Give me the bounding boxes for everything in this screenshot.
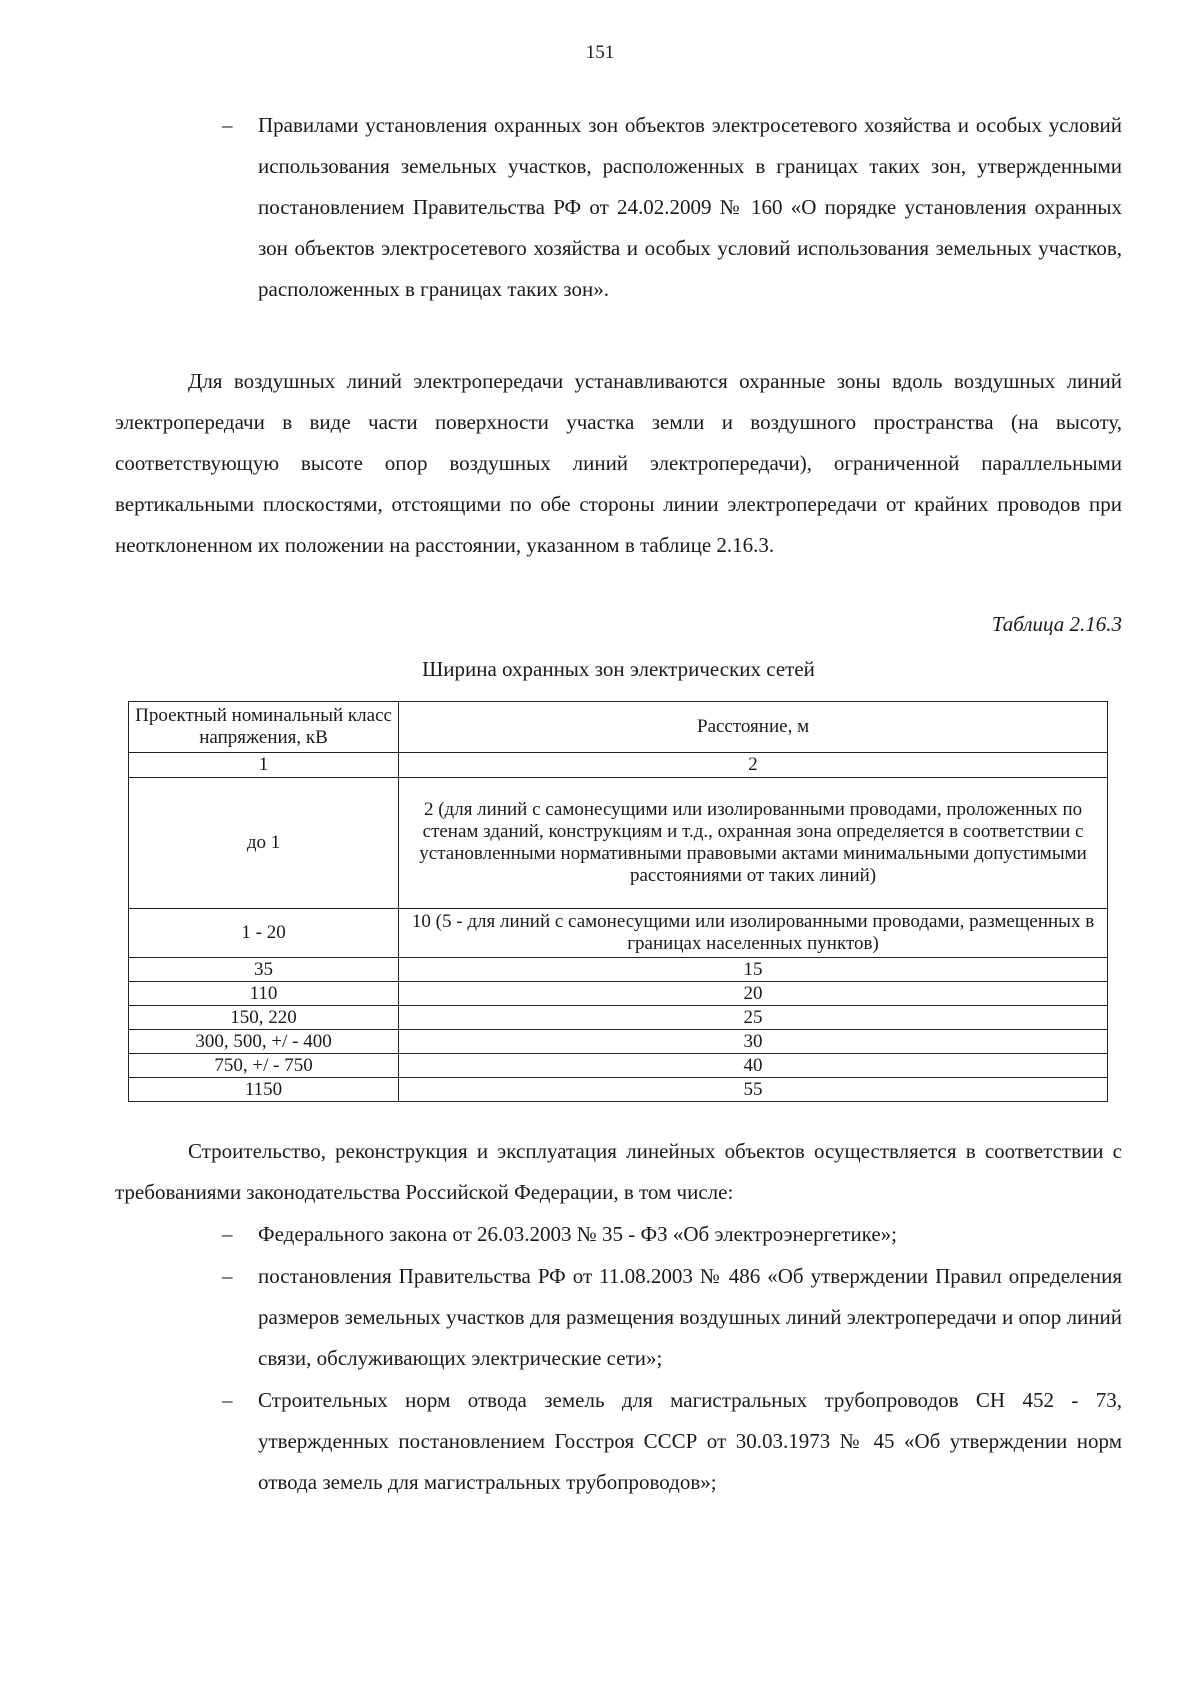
table-cell-distance: 20 <box>399 982 1108 1006</box>
table-cell-distance: 10 (5 - для линий с самонесущими или изолированными проводами, размещенных в границах населенных пунктов) <box>399 909 1108 958</box>
list-item-text: Правилами установления охранных зон объектов электросетевого хозяйства и особых условий использования земельных участков, расположенных в границах таких зон, утвержденными постановлением Правительства РФ от 24.02.2009 № 160 «О порядке установления охранных зон объектов электросетевого хозяйства и особых условий использования земельных участков, расположенных в границах таких зон». <box>258 113 1122 301</box>
table-cell-distance: 40 <box>399 1054 1108 1078</box>
list-dash: – <box>222 1388 233 1412</box>
table-cell-voltage: 300, 500, +/ - 400 <box>129 1030 399 1054</box>
table-row <box>129 1030 1108 1054</box>
table-row <box>129 958 1108 982</box>
table-row <box>129 909 1108 958</box>
list-item <box>222 1380 1122 1503</box>
table-row <box>129 778 1108 909</box>
table-column-number: 2 <box>399 753 1108 778</box>
table-title: Ширина охранных зон электрических сетей <box>422 657 815 681</box>
table-row <box>129 1078 1108 1102</box>
table-row <box>129 1006 1108 1030</box>
table-cell-distance: 2 (для линий с самонесущими или изолированными проводами, проложенных по стенам зданий, конструкциям и т.д., охранная зона определяется в соответствии с установленными нормативными правовыми актами минимальными допустимыми расстояниями от таких линий) <box>399 778 1108 909</box>
table-header-cell: Проектный номинальный класс напряжения, кВ <box>129 702 399 753</box>
list-item <box>222 1214 1122 1255</box>
table-row <box>129 1054 1108 1078</box>
table-header-cell: Расстояние, м <box>399 702 1108 753</box>
table-cell-voltage: 750, +/ - 750 <box>129 1054 399 1078</box>
paragraph: Строительство, реконструкция и эксплуатация линейных объектов осуществляется в соответствии с требованиями законодательства Российской Федерации, в том числе: <box>115 1139 1122 1204</box>
list-item <box>222 1256 1122 1379</box>
page-number: 151 <box>585 42 615 63</box>
list-dash: – <box>222 1264 233 1288</box>
table-cell-distance: 30 <box>399 1030 1108 1054</box>
table-cell-distance: 25 <box>399 1006 1108 1030</box>
list-item-text: постановления Правительства РФ от 11.08.2003 № 486 «Об утверждении Правил определения размеров земельных участков для размещения воздушных линий электропередачи и опор линий связи, обслуживающих электрические сети»; <box>258 1264 1122 1370</box>
list-item-text: Строительных норм отвода земель для магистральных трубопроводов СН 452 - 73, утвержденных постановлением Госстроя СССР от 30.03.1973 № 45 «Об утверждении норм отвода земель для магистральных трубопроводов»; <box>258 1388 1122 1494</box>
table-cell-voltage: 1150 <box>129 1078 399 1102</box>
table-header-row <box>129 702 1108 753</box>
table-cell-voltage: 150, 220 <box>129 1006 399 1030</box>
table-caption: Таблица 2.16.3 <box>991 612 1122 636</box>
table-cell-voltage: 35 <box>129 958 399 982</box>
table-cell-distance: 15 <box>399 958 1108 982</box>
table-column-number: 1 <box>129 753 399 778</box>
paragraph: Для воздушных линий электропередачи устанавливаются охранные зоны вдоль воздушных линий электропередачи в виде части поверхности участка земли и воздушного пространства (на высоту, соответствующую высоте опор воздушных линий электропередачи), ограниченной параллельными вертикальными плоскостями, отстоящими по обе стороны линии электропередачи от крайних проводов при неотклоненном их положении на расстоянии, указанном в таблице 2.16.3. <box>115 369 1122 557</box>
table-column-number-row <box>129 753 1108 778</box>
list-item-text: Федерального закона от 26.03.2003 № 35 - ФЗ «Об электроэнергетике»; <box>258 1222 898 1246</box>
table-cell-distance: 55 <box>399 1078 1108 1102</box>
table-cell-voltage: 110 <box>129 982 399 1006</box>
list-dash: – <box>222 113 233 137</box>
table-cell-voltage: 1 - 20 <box>129 909 399 958</box>
table-row <box>129 982 1108 1006</box>
list-dash: – <box>222 1222 233 1246</box>
list-item <box>222 105 1122 310</box>
table-cell-voltage: до 1 <box>129 778 399 909</box>
protection-zones-table <box>128 701 1108 1102</box>
